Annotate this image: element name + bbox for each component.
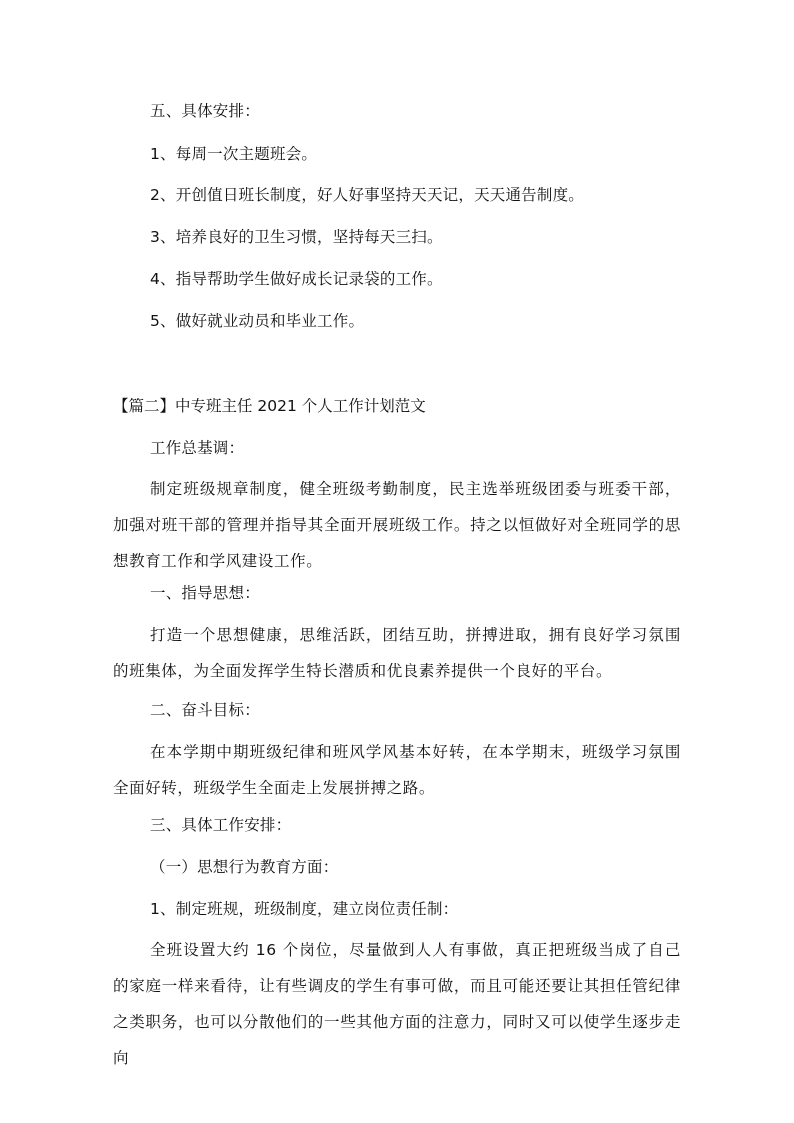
- arrangement-item-4: 4、指导帮助学生做好成长记录袋的工作。: [150, 270, 443, 288]
- goals-heading: 二、奋斗目标：: [150, 701, 260, 719]
- item-one-heading: 1、制定班规，班级制度，建立岗位责任制：: [150, 900, 459, 918]
- goals-paragraph: 在本学期中期班级纪律和班风学风基本好转，在本学期末，班级学习氛围全面好转，班级学生全面走上发展拼搏之路。: [113, 743, 681, 797]
- guiding-paragraph: 打造一个思想健康，思维活跃，团结互助，拼搏进取，拥有良好学习氛围的班集体，为全面发挥学生特长潜质和优良素养提供一个良好的平台。: [113, 626, 681, 680]
- subsection-heading: （一）思想行为教育方面：: [150, 858, 339, 876]
- arrangement-item-1: 1、每周一次主题班会。: [150, 145, 318, 163]
- section-five-heading: 五、具体安排：: [150, 102, 260, 120]
- keynote-heading: 工作总基调：: [150, 439, 245, 457]
- article-two-title: 【篇二】中专班主任 2021 个人工作计划范文: [113, 397, 426, 415]
- arrangement-heading: 三、具体工作安排：: [150, 816, 292, 834]
- item-one-paragraph: 全班设置大约 16 个岗位，尽量做到人人有事做，真正把班级当成了自己的家庭一样来看待，让有些调皮的学生有事可做，而且可能还要让其担任管纪律之类职务，也可以分散他们的一些其他方面的注意力，同时又可以使学生逐步走向: [113, 941, 681, 1067]
- arrangement-item-2: 2、开创值日班长制度，好人好事坚持天天记，天天通告制度。: [150, 186, 584, 204]
- guiding-heading: 一、指导思想：: [150, 584, 260, 602]
- arrangement-item-5: 5、做好就业动员和毕业工作。: [150, 312, 365, 330]
- keynote-paragraph: 制定班级规章制度，健全班级考勤制度，民主选举班级团委与班委干部，加强对班干部的管理并指导其全面开展班级工作。持之以恒做好对全班同学的思想教育工作和学风建设工作。: [113, 480, 681, 570]
- arrangement-item-3: 3、培养良好的卫生习惯，坚持每天三扫。: [150, 228, 443, 246]
